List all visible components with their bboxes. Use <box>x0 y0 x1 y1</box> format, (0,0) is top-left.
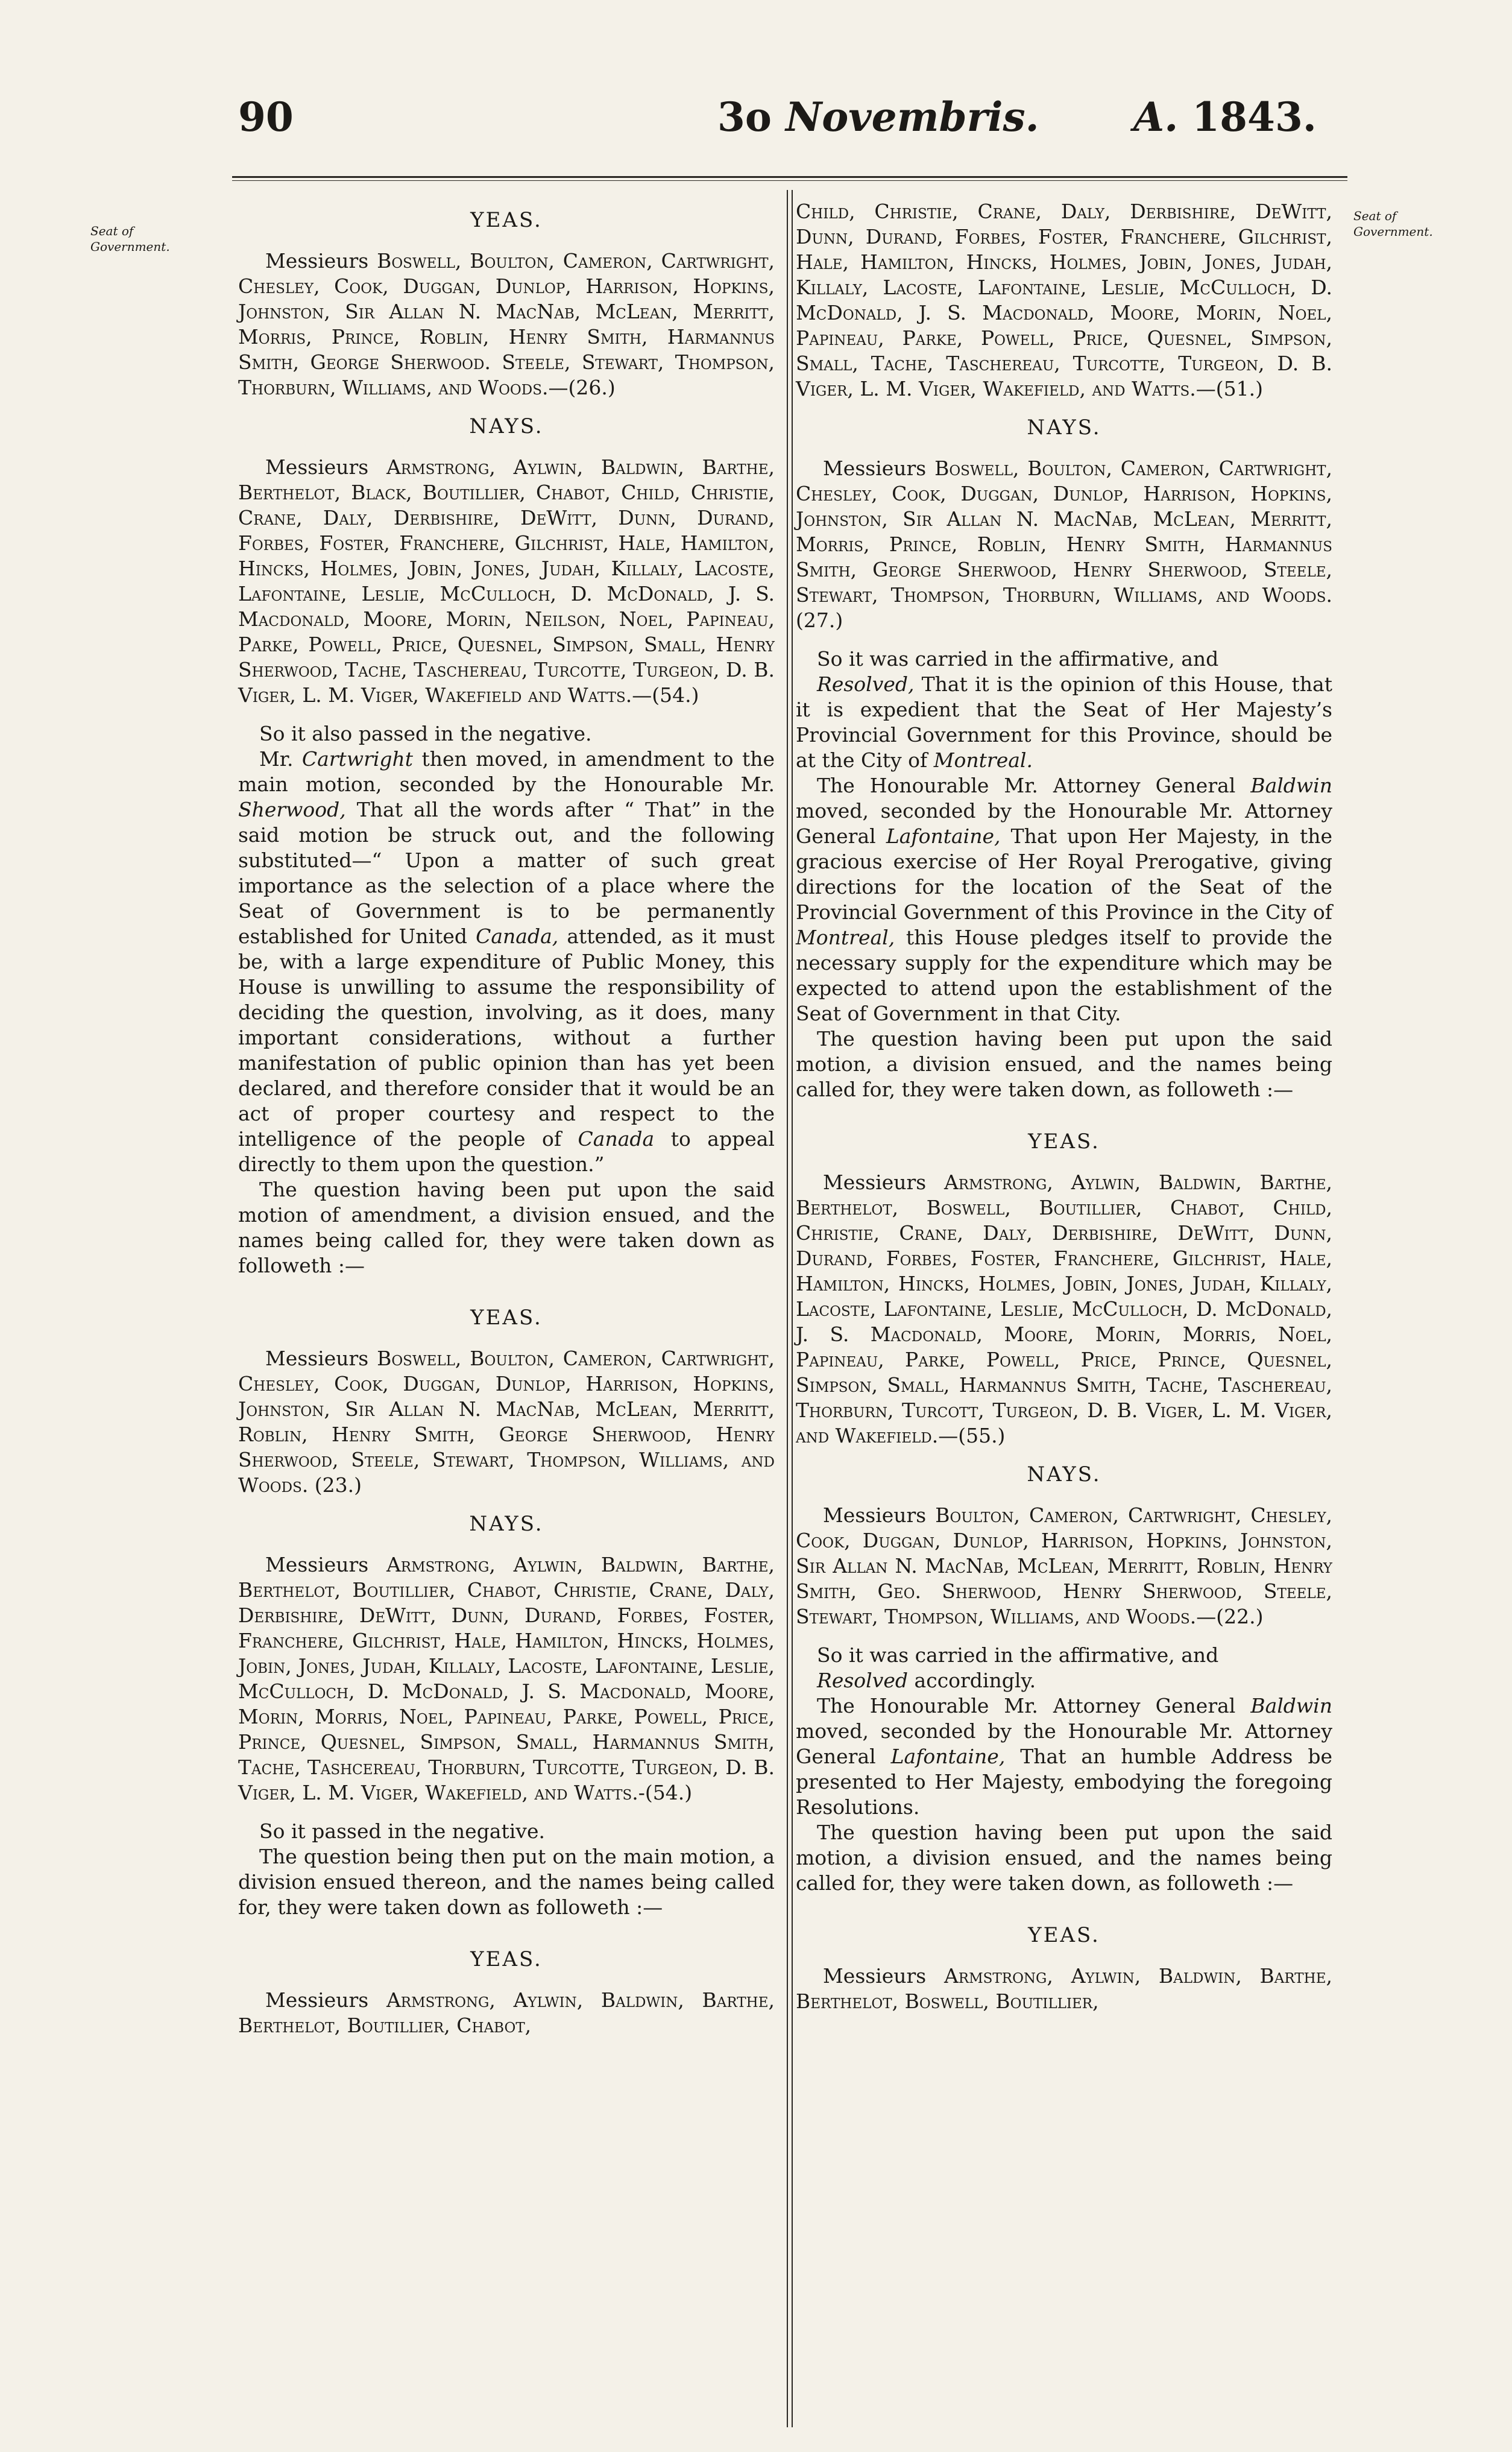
date-heading <box>717 93 1039 141</box>
motion-seconder: Lafontaine, <box>886 824 1001 848</box>
nays-list <box>238 455 775 708</box>
yeas-names: Child, Christie, Crane, Daly, Derbishire, DeWitt, Dunn, Durand, Forbes, Foster, Franchere, Gilchrist, Hale, Hamilton, Hincks, Holmes, Jobin, Jones, Judah, Killaly, Lacoste, Lafontaine, Leslie, McCulloch, D. McDonald, J. S. Macdonald, Moore, Morin, Noel, Papineau, Parke, Powell, Price, Quesnel, Simpson, Small, Tache, Taschereau, Turcotte, Turgeon, D. B. Viger, L. M. Viger, Wakefield, and Watts.—(51.) <box>796 200 1332 400</box>
address-text-b: moved, seconded by the Honourable Mr. Attorney General <box>796 1719 1332 1768</box>
resolved-label: Resolved <box>817 1669 909 1692</box>
messieurs-label: Messieurs <box>265 455 369 479</box>
column-divider-second <box>792 190 793 2427</box>
result-negative: So it also passed in the negative. <box>259 722 592 745</box>
motion-place: Montreal, <box>796 926 895 949</box>
division-note: The question having been put upon the said motion, a division ensued, and the names being called for, they were taken down, as followeth :— <box>796 1027 1332 1101</box>
resolution-text: accordingly. <box>914 1669 1036 1692</box>
page-number: 90 <box>238 93 294 141</box>
amendment-text-a: Mr. <box>259 747 294 771</box>
division-note: The question having been put upon the said motion, a division ensued, and the names being called for, they were taken down, as followeth :— <box>796 1821 1332 1895</box>
resolution <box>796 1668 1332 1693</box>
spacer <box>796 1896 1332 1914</box>
nays-list <box>796 456 1332 633</box>
amendment-seconder: Sherwood, <box>238 798 346 821</box>
yeas-names: Armstrong, Aylwin, Baldwin, Barthe, Berthelot, Boswell, Boutillier, Chabot, Child, Christie, Crane, Daly, Derbishire, DeWitt, Dunn, Durand, Forbes, Foster, Franchere, Gilchrist, Hale, Hamilton, Hincks, Holmes, Jobin, Jones, Judah, Killaly, Lacoste, Lafontaine, Leslie, McCulloch, D. McDonald, J. S. Macdonald, Moore, Morin, Morris, Noel, Papineau, Parke, Powell, Price, Prince, Quesnel, Simpson, Small, Harmannus Smith, Tache, Taschereau, Thorburn, Turcott, Turgeon, D. B. Viger, L. M. Viger, and Wakefield.—(55.) <box>796 1171 1332 1447</box>
left-column <box>238 199 775 2052</box>
amendment-motion <box>238 747 775 1177</box>
messieurs-label: Messieurs <box>265 1553 369 1576</box>
address-motion <box>796 1693 1332 1820</box>
yeas-list <box>796 1170 1332 1449</box>
motion <box>796 773 1332 1026</box>
yeas-heading: YEAS. <box>470 208 543 232</box>
resolution-place: Montreal. <box>933 748 1033 772</box>
address-mover: Baldwin <box>1250 1694 1332 1717</box>
amendment-text-d: attended, as it must be, with a large expenditure of Public Money, this House is unwilling to assume the responsibility of deciding the question, involving, as it does, many important considerations, without a further manifestation of public opinion than has yet been declared, and therefore consider that it would be an act of proper courtesy and respect to the intelligence of the people of <box>238 924 775 1151</box>
header-rule <box>232 176 1347 178</box>
amendment-place-2: Canada <box>578 1127 655 1151</box>
yeas-list <box>238 248 775 400</box>
result-negative: So it passed in the negative. <box>259 1819 545 1843</box>
nays-names: Boswell, Boulton, Cameron, Cartwright, Chesley, Cook, Duggan, Dunlop, Harrison, Hopkins, Johnston, Sir Allan N. MacNab, McLean, Merritt, Morris, Prince, Roblin, Henry Smith, Harmannus Smith, George Sherwood, Henry Sherwood, Steele, Stewart, Thompson, Thorburn, Williams, and Woods. (27.) <box>796 457 1332 632</box>
yeas-heading: YEAS. <box>1028 1130 1100 1154</box>
nays-list <box>238 1552 775 1806</box>
resolution-text: That it is the opinion of this House, that it is expedient that the Seat of Her Majesty’s Provincial Government for this Province, should be at the City of <box>796 672 1332 772</box>
yeas-list <box>238 1346 775 1498</box>
nays-heading: NAYS. <box>1027 1462 1101 1487</box>
yeas-list <box>238 1988 775 2038</box>
nays-names: Armstrong, Aylwin, Baldwin, Barthe, Berthelot, Black, Boutillier, Chabot, Child, Christie, Crane, Daly, Derbishire, DeWitt, Dunn, Durand, Forbes, Foster, Franchere, Gilchrist, Hale, Hamilton, Hincks, Holmes, Jobin, Jones, Judah, Killaly, Lacoste, Lafontaine, Leslie, McCulloch, D. McDonald, J. S. Macdonald, Moore, Morin, Neilson, Noel, Papineau, Parke, Powell, Price, Quesnel, Simpson, Small, Henry Sherwood, Tache, Taschereau, Turcotte, Turgeon, D. B. Viger, L. M. Viger, Wakefield and Watts.—(54.) <box>238 455 775 707</box>
address-text-c: That an humble Address be presented to Her Majesty, embodying the foregoing Resolutions. <box>796 1745 1332 1819</box>
year-value: 1843. <box>1192 93 1317 141</box>
page-header <box>0 93 1512 148</box>
header-rule-thin <box>232 180 1347 181</box>
division-note: The question being then put on the main motion, a division ensued thereon, and the names being called for, they were taken down as followeth :— <box>238 1845 775 1919</box>
motion-text-b: moved, seconded by the Honourable Mr. Attorney General <box>796 799 1332 848</box>
result-affirmative: So it was carried in the affirmative, and <box>817 1643 1219 1667</box>
nays-list <box>796 1503 1332 1629</box>
nays-heading: NAYS. <box>469 414 544 438</box>
nays-heading: NAYS. <box>1027 416 1101 440</box>
date-day: 3o <box>717 93 772 141</box>
yeas-names: Boswell, Boulton, Cameron, Cartwright, Chesley, Cook, Duggan, Dunlop, Harrison, Hopkins, Johnston, Sir Allan N. MacNab, McLean, Merritt, Roblin, Henry Smith, George Sherwood, Henry Sherwood, Steele, Stewart, Thompson, Williams, and Woods. (23.) <box>238 1347 775 1497</box>
motion-text-d: this House pledges itself to provide the necessary supply for the expenditure which may be expected to attend upon the establishment of the Seat of Government in that City. <box>796 926 1332 1025</box>
yeas-list-continued <box>796 199 1332 402</box>
nays-names: Armstrong, Aylwin, Baldwin, Barthe, Berthelot, Boutillier, Chabot, Christie, Crane, Daly, Derbishire, DeWitt, Dunn, Durand, Forbes, Foster, Franchere, Gilchrist, Hale, Hamilton, Hincks, Holmes, Jobin, Jones, Judah, Killaly, Lacoste, Lafontaine, Leslie, McCulloch, D. McDonald, J. S. Macdonald, Moore, Morin, Morris, Noel, Papineau, Parke, Powell, Price, Prince, Quesnel, Simpson, Small, Harmannus Smith, Tache, Tashcereau, Thorburn, Turcotte, Turgeon, D. B. Viger, L. M. Viger, Wakefield, and Watts.-(54.) <box>238 1553 775 1804</box>
amendment-mover: Cartwright <box>301 747 414 771</box>
amendment-text-e: to appeal directly to them upon the question.” <box>238 1127 775 1176</box>
messieurs-label: Messieurs <box>823 1171 927 1194</box>
yeas-list <box>796 1964 1332 2014</box>
yeas-names: Armstrong, Aylwin, Baldwin, Barthe, Berthelot, Boutillier, Chabot, <box>238 1988 775 2037</box>
address-text-a: The Honourable Mr. Attorney General <box>817 1694 1236 1717</box>
spacer <box>796 1102 1332 1120</box>
right-column <box>796 199 1332 2027</box>
nays-heading: NAYS. <box>469 1512 544 1536</box>
amendment-place: Canada, <box>476 924 559 948</box>
yeas-heading: YEAS. <box>470 1947 543 1971</box>
messieurs-label: Messieurs <box>265 249 369 273</box>
resolved-label: Resolved, <box>817 672 915 696</box>
resolution <box>796 672 1332 773</box>
yeas-names: Armstrong, Aylwin, Baldwin, Barthe, Berthelot, Boswell, Boutillier, <box>796 1964 1332 2013</box>
spacer <box>238 1920 775 1938</box>
address-seconder: Lafontaine, <box>890 1745 1006 1768</box>
result-affirmative: So it was carried in the affirmative, and <box>817 647 1219 671</box>
margin-note-right: Seat of Government. <box>1353 209 1433 239</box>
amendment-text-c: That all the words after “ That” in the said motion be struck out, and the following substituted—“ Upon a matter of such great importance as the selection of a place where the Seat of Government is to be permanently established for United <box>238 798 775 948</box>
motion-text-c: That upon Her Majesty, in the gracious exercise of Her Royal Prerogative, giving directions for the location of the Seat of the Provincial Government of this Province in the City of <box>796 824 1332 924</box>
yeas-heading: YEAS. <box>470 1306 543 1330</box>
yeas-heading: YEAS. <box>1028 1923 1100 1947</box>
messieurs-label: Messieurs <box>265 1347 369 1370</box>
messieurs-label: Messieurs <box>823 1964 927 1988</box>
date-month: Novembris. <box>785 93 1039 141</box>
margin-note-left: Seat of Government. <box>90 224 170 254</box>
nays-names: Boulton, Cameron, Cartwright, Chesley, Cook, Duggan, Dunlop, Harrison, Hopkins, Johnston, Sir Allan N. MacNab, McLean, Merritt, Roblin, Henry Smith, Geo. Sherwood, Henry Sherwood, Steele, Stewart, Thompson, Williams, and Woods.—(22.) <box>796 1503 1332 1628</box>
column-divider <box>787 190 788 2427</box>
messieurs-label: Messieurs <box>823 457 927 480</box>
amendment-text-b: then moved, in amendment to the main motion, seconded by the Honourable Mr. <box>238 747 775 796</box>
messieurs-label: Messieurs <box>823 1503 927 1527</box>
messieurs-label: Messieurs <box>265 1988 369 2012</box>
year-heading <box>1133 93 1317 141</box>
yeas-names: Boswell, Boulton, Cameron, Cartwright, Chesley, Cook, Duggan, Dunlop, Harrison, Hopkins, Johnston, Sir Allan N. MacNab, McLean, Merritt, Morris, Prince, Roblin, Henry Smith, Harmannus Smith, George Sherwood. Steele, Stewart, Thompson, Thorburn, Williams, and Woods.—(26.) <box>238 249 775 399</box>
motion-mover: Baldwin <box>1250 774 1332 797</box>
division-note: The question having been put upon the said motion of amendment, a division ensued, and the names being called for, they were taken down as followeth :— <box>238 1178 775 1277</box>
motion-text-a: The Honourable Mr. Attorney General <box>817 774 1236 797</box>
year-prefix: A. <box>1133 93 1179 141</box>
spacer <box>238 1278 775 1297</box>
